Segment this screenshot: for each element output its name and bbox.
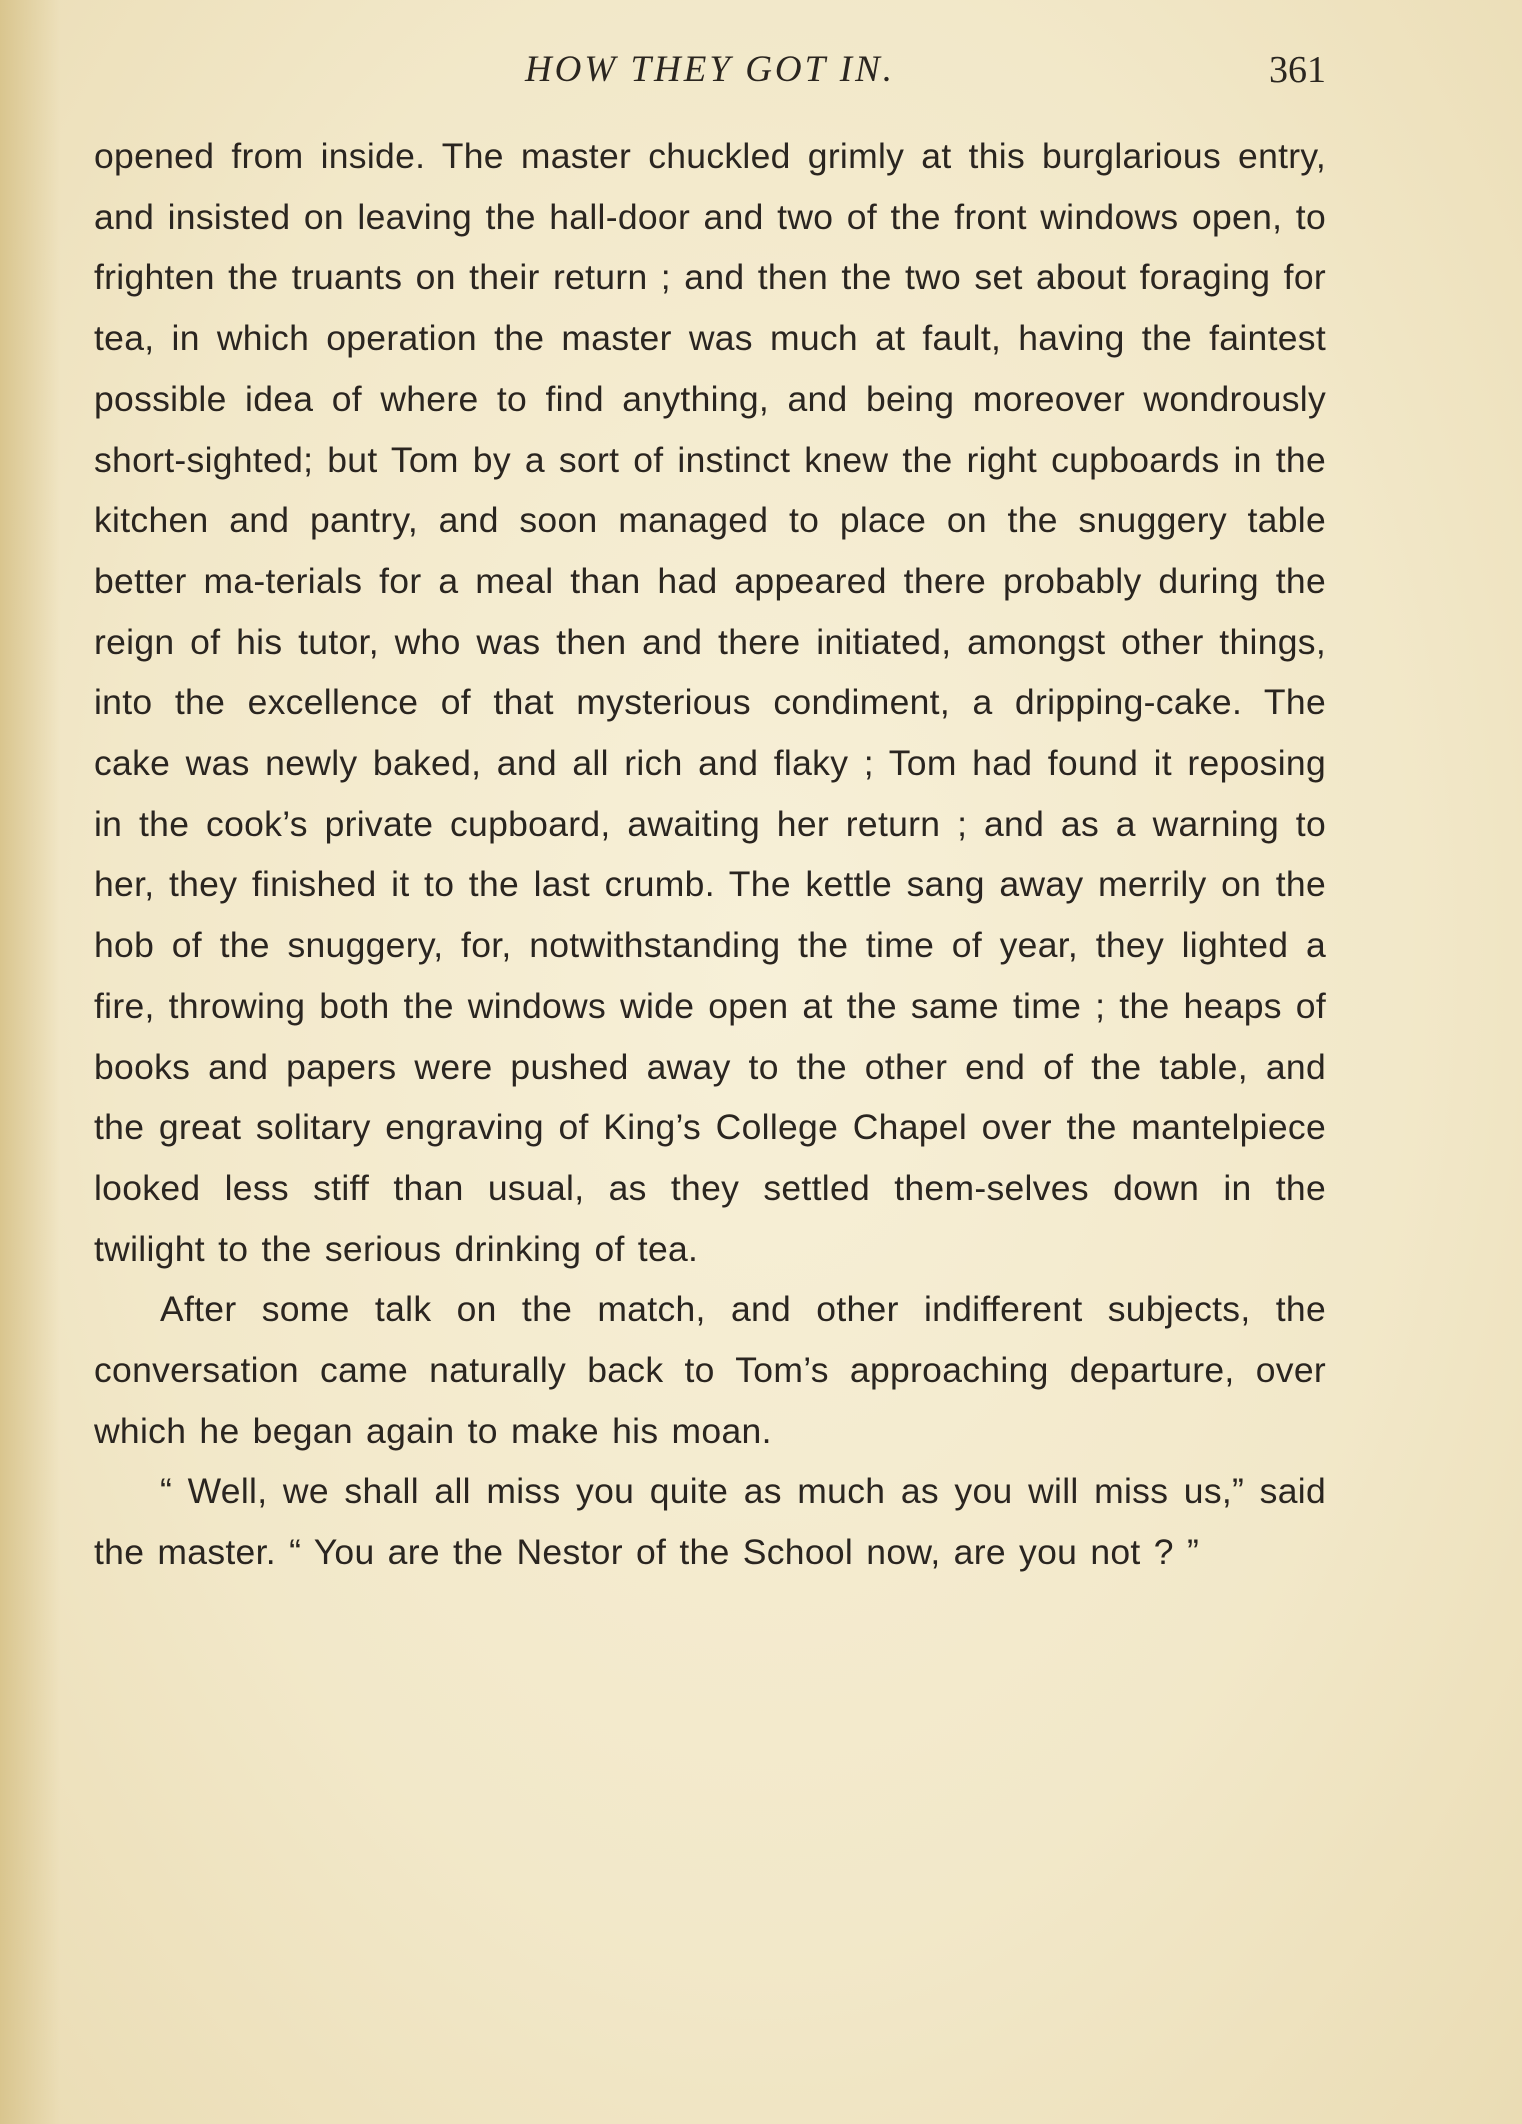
page-header [94,48,1326,98]
running-head: HOW THEY GOT IN. [524,49,896,90]
paragraph: opened from inside. The master chuckled grimly at this burglarious entry, and insisted on leaving the hall-door and two of the front windows open, to frighten the truants on their return ; and then the two set about foraging for tea, in which operation the master was much at fault, having the faintest possible idea of where to find anything, and being moreover wondrously short-sighted; but Tom by a sort of instinct knew the right cupboards in the kitchen and pantry, and soon managed to place on the snuggery table better ma-terials for a meal than had appeared there probably during the reign of his tutor, who was then and there initiated, amongst other things, into the excellence of that mysterious condiment, a dripping-cake. The cake was newly baked, and all rich and flaky ; Tom had found it reposing in the cook’s private cupboard, awaiting her return ; and as a warning to her, they finished it to the last crumb. The kettle sang away merrily on the hob of the snuggery, for, notwithstanding the time of year, they lighted a fire, throwing both the windows wide open at the same time ; the heaps of books and papers were pushed away to the other end of the table, and the great solitary engraving of King’s College Chapel over the mantelpiece looked less stiff than usual, as they settled them-selves down in the twilight to the serious drinking of tea. [94,136,1326,1269]
paragraph: “ Well, we shall all miss you quite as much as you will miss us,” said the master. “ You are the Nestor of the School now, are you not ? ” [94,1471,1326,1573]
body-text [94,126,1326,1583]
page-number: 361 [1269,49,1326,91]
paragraph: After some talk on the match, and other indifferent subjects, the conversation came naturally back to Tom’s approaching departure, over which he began again to make his moan. [94,1289,1326,1451]
spine-shadow [0,0,60,2124]
